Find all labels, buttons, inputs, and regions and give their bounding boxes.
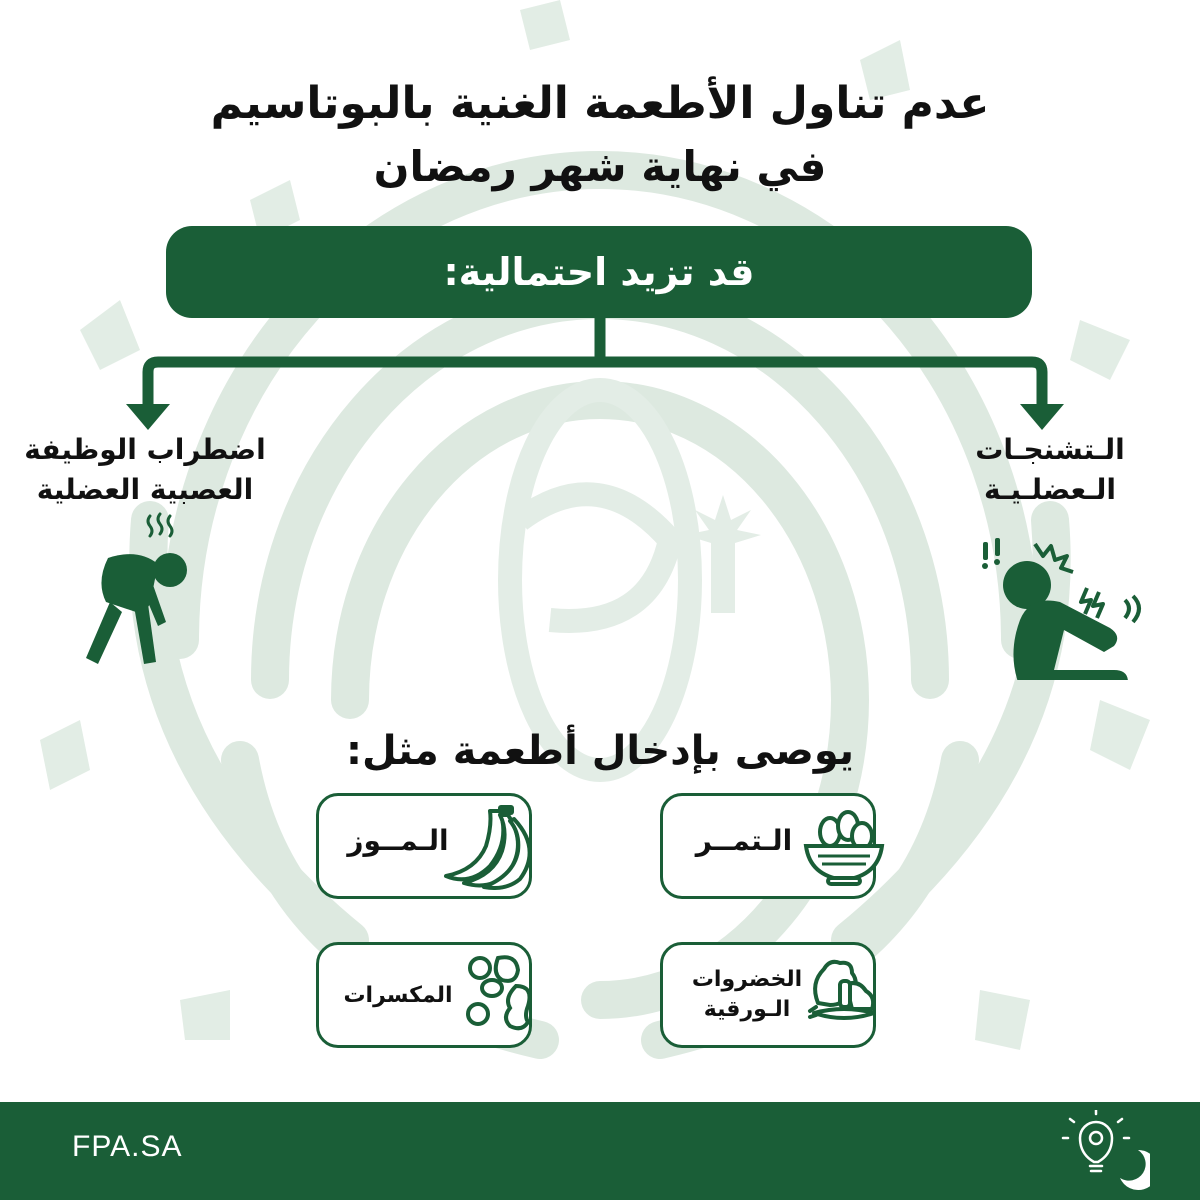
dates-bowl-icon <box>802 810 886 886</box>
food-label-leafy <box>677 965 817 1025</box>
food-label-leafy-line2: الـورقية <box>703 997 791 1022</box>
lightbulb-crescent-icon <box>1060 1110 1150 1190</box>
muscle-cramp-icon <box>975 530 1155 680</box>
tired-person-icon <box>80 510 200 680</box>
risk-left-line1: اضطراب الوظيفة <box>24 433 266 466</box>
recommend-title: يوصى بإدخال أطعمة مثل: <box>346 728 854 774</box>
food-label-leafy-line1: الخضروات <box>691 967 803 992</box>
footer-bar <box>0 1102 1200 1200</box>
risk-left-line2: العصبية العضلية <box>36 473 254 506</box>
footer-site-link[interactable]: FPA.SA <box>72 1130 183 1163</box>
risk-neuromuscular-label <box>20 430 270 510</box>
food-label-banana: الـمــوز <box>347 824 449 857</box>
risk-cramps-label <box>950 430 1150 510</box>
food-label-nuts: المكسرات <box>343 983 453 1008</box>
arrow-right-head-icon <box>1020 404 1064 430</box>
risk-right-line1: الـتشنجـات <box>975 433 1125 466</box>
food-label-dates: الـتمــر <box>695 824 793 857</box>
risk-right-line2: الـعضلـيـة <box>983 473 1117 506</box>
page-title-line-2: في نهاية شهر رمضان <box>373 142 827 191</box>
nuts-icon <box>462 952 542 1032</box>
leafy-vegetables-icon <box>806 955 882 1031</box>
risk-banner-label: قد تزيد احتمالية: <box>443 250 755 294</box>
arrow-left-head-icon <box>126 404 170 430</box>
page-title-line-1: عدم تناول الأطعمة الغنية بالبوتاسيم <box>210 78 990 129</box>
banana-icon <box>440 805 540 890</box>
